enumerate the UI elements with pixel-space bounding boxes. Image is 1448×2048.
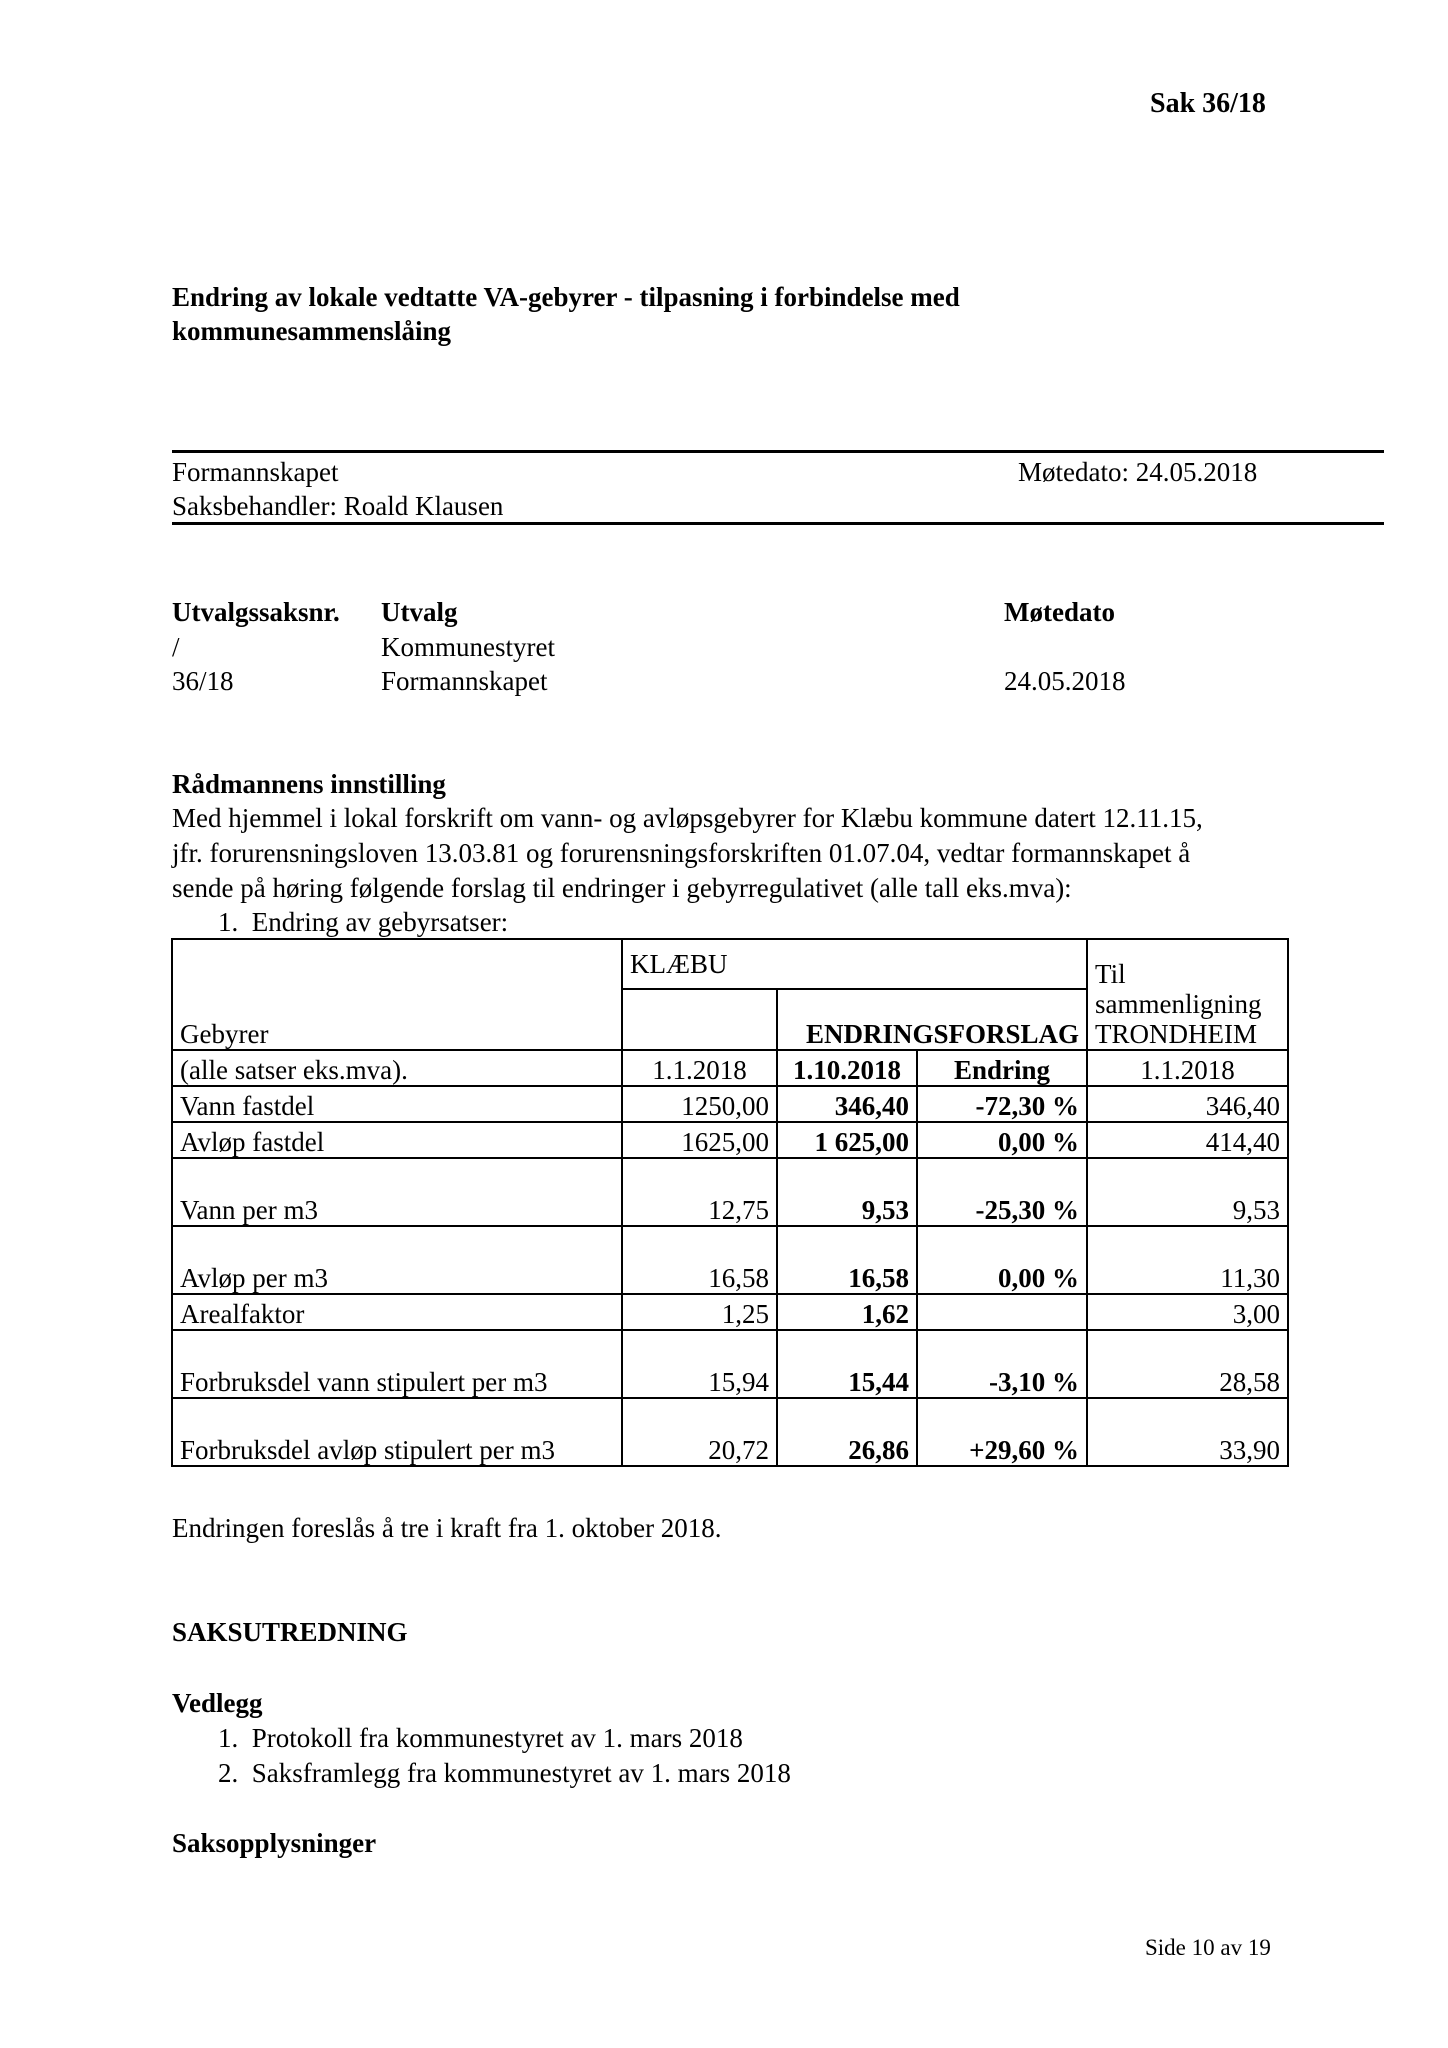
fee-current-cell: 1250,00 [622,1086,777,1122]
committee-header-committee: Utvalg [381,597,458,627]
comparison-header [1087,989,1288,1050]
fee-label-cell: Avløp fastdel [172,1122,622,1158]
vedlegg-heading: Vedlegg [172,1688,263,1718]
fee-trondheim-cell: 28,58 [1087,1330,1288,1398]
recommendation-line: sende på høring følgende forslag til endringer i gebyrregulativet (alle tall eks.mva): [172,873,1072,903]
fee-label-cell: Avløp per m3 [172,1226,622,1294]
vedlegg-item: 1. Protokoll fra kommunestyret av 1. mars 2018 [218,1723,743,1753]
fee-row [172,1294,1288,1330]
effective-note: Endringen foreslås å tre i kraft fra 1. oktober 2018. [172,1513,722,1543]
col-proposed-header: 1.10.2018 [777,1050,917,1086]
til-header: Til [1087,939,1288,989]
committee-row-date: 24.05.2018 [1004,666,1126,696]
fee-current-cell: 15,94 [622,1330,777,1398]
fee-current-cell: 1625,00 [622,1122,777,1158]
committee-header-number: Utvalgssaksnr. [172,597,340,627]
gebyrer-header: Gebyrer [172,989,622,1050]
fee-row [172,1226,1288,1294]
fee-change-cell: +29,60 % [917,1398,1087,1466]
fee-label-cell: Vann fastdel [172,1086,622,1122]
fee-trondheim-cell: 33,90 [1087,1398,1288,1466]
trondheim-label: TRONDHEIM [1095,1019,1258,1049]
fee-proposed-cell: 26,86 [777,1398,917,1466]
fee-row [172,1086,1288,1122]
sammenligning-label: sammenligning [1095,989,1262,1019]
fee-trondheim-cell: 9,53 [1087,1158,1288,1226]
page-number: Side 10 av 19 [1145,1935,1271,1960]
document-title: Endring av lokale vedtatte VA-gebyrer - tilpasning i forbindelse med kommunesammenslåing [172,282,960,346]
vedlegg-item: 2. Saksframlegg fra kommunestyret av 1. mars 2018 [218,1758,791,1788]
fee-change-cell: -25,30 % [917,1158,1087,1226]
col-current-header: 1.1.2018 [622,1050,777,1086]
fee-change-cell: 0,00 % [917,1226,1087,1294]
saksopplysninger-heading: Saksopplysninger [172,1828,377,1858]
fee-label-cell: Forbruksdel vann stipulert per m3 [172,1330,622,1398]
recommendation-list-item: 1. Endring av gebyrsatser: [218,907,509,937]
endringsforslag-header: ENDRINGSFORSLAG [777,989,1087,1050]
fee-change-cell [917,1294,1087,1330]
case-number: Sak 36/18 [1150,88,1266,119]
fee-change-cell: 0,00 % [917,1122,1087,1158]
committee-row-committee: Formannskapet [381,666,548,696]
fee-trondheim-cell: 346,40 [1087,1086,1288,1122]
fee-current-cell: 12,75 [622,1158,777,1226]
fee-label-cell: Forbruksdel avløp stipulert per m3 [172,1398,622,1466]
alle-satser-header: (alle satser eks.mva). [172,1050,622,1086]
empty-header-cell [622,989,777,1050]
fee-proposed-cell: 1,62 [777,1294,917,1330]
committee-row-number: 36/18 [172,666,234,696]
meta-meeting-date: Møtedato: 24.05.2018 [1018,457,1258,487]
recommendation-line: Med hjemmel i lokal forskrift om vann- og avløpsgebyrer for Klæbu kommune datert 12.11.15, [172,803,1203,833]
recommendation-heading: Rådmannens innstilling [172,769,446,799]
fee-trondheim-cell: 11,30 [1087,1226,1288,1294]
committee-header-date: Møtedato [1004,597,1115,627]
meta-body: Formannskapet [172,457,339,487]
fee-row [172,1158,1288,1226]
recommendation-line: jfr. forurensningsloven 13.03.81 og forurensningsforskriften 01.07.04, vedtar formannskapet å [172,838,1191,868]
fee-table-corner [172,939,622,989]
fee-proposed-cell: 1 625,00 [777,1122,917,1158]
bottom-rule [172,522,1384,525]
fee-proposed-cell: 9,53 [777,1158,917,1226]
klaebu-header: KLÆBU [622,939,1087,989]
fee-proposed-cell: 15,44 [777,1330,917,1398]
fee-row [172,1330,1288,1398]
fee-current-cell: 16,58 [622,1226,777,1294]
fee-trondheim-cell: 3,00 [1087,1294,1288,1330]
col-trondheim-header: 1.1.2018 [1087,1050,1288,1086]
fee-change-cell: -72,30 % [917,1086,1087,1122]
fee-change-cell: -3,10 % [917,1330,1087,1398]
fee-table [171,938,1289,1467]
fee-proposed-cell: 16,58 [777,1226,917,1294]
fee-label-cell: Vann per m3 [172,1158,622,1226]
fee-row [172,1122,1288,1158]
top-rule [172,450,1384,453]
meta-case-officer: Saksbehandler: Roald Klausen [172,491,504,521]
fee-proposed-cell: 346,40 [777,1086,917,1122]
saksutredning-heading: SAKSUTREDNING [172,1617,408,1647]
committee-row-number: / [172,632,180,662]
fee-current-cell: 20,72 [622,1398,777,1466]
fee-label-cell: Arealfaktor [172,1294,622,1330]
col-change-header: Endring [917,1050,1087,1086]
fee-row [172,1398,1288,1466]
fee-trondheim-cell: 414,40 [1087,1122,1288,1158]
committee-row-committee: Kommunestyret [381,632,555,662]
fee-current-cell: 1,25 [622,1294,777,1330]
